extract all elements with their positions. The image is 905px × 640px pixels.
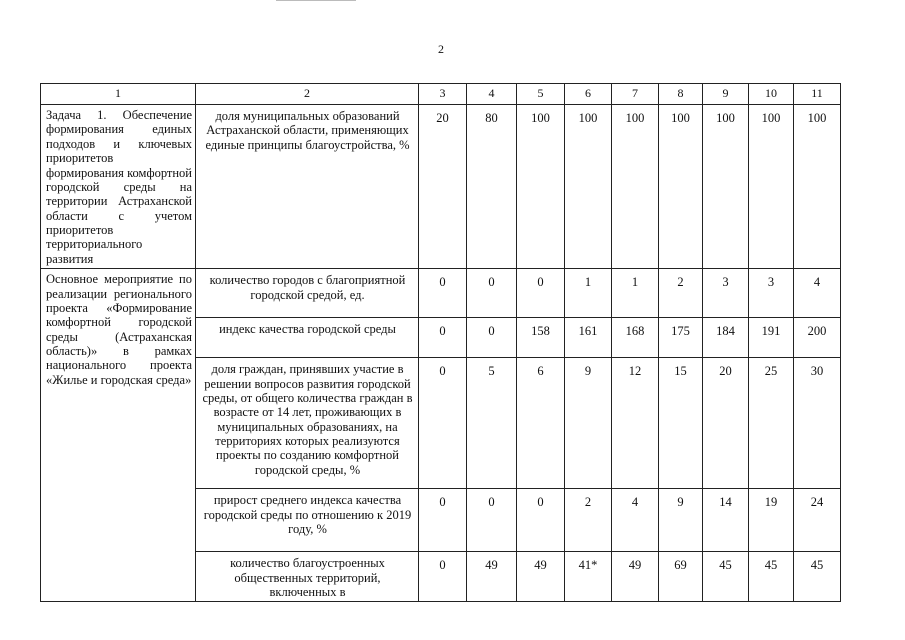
value-cell: 80 (467, 105, 517, 269)
value-cell: 49 (467, 552, 517, 602)
value-cell: 12 (612, 358, 659, 489)
value-cell: 184 (703, 318, 749, 358)
value-cell: 100 (749, 105, 794, 269)
header-row (41, 84, 841, 105)
indicator-cell: доля граждан, принявших участие в решении вопросов развития городской среды, от общего количества граждан в возрасте от 14 лет, проживающих в муниципальных образованиях, на территориях которых реализуются проекты по созданию комфортной городской среды, % (196, 358, 419, 489)
value-cell: 0 (517, 269, 565, 318)
header-cell: 2 (196, 84, 419, 105)
indicator-cell: доля муниципальных образований Астраханской области, применяющих единые принципы благоустройства, % (196, 105, 419, 269)
value-cell: 41* (565, 552, 612, 602)
table-row (41, 269, 841, 318)
value-cell: 4 (794, 269, 841, 318)
value-cell: 0 (467, 489, 517, 552)
value-cell: 3 (703, 269, 749, 318)
event-description: Основное мероприятие по реализации регионального проекта «Формирование комфортной городской среды (Астраханская область)» в рамках национального проекта «Жилье и городская среда» (41, 269, 196, 602)
value-cell: 100 (517, 105, 565, 269)
value-cell: 49 (517, 552, 565, 602)
value-cell: 0 (419, 489, 467, 552)
value-cell: 175 (659, 318, 703, 358)
indicator-cell: количество благоустроенных общественных территорий, включенных в (196, 552, 419, 602)
table-row (41, 105, 841, 269)
value-cell: 0 (517, 489, 565, 552)
value-cell: 0 (467, 269, 517, 318)
indicator-cell: индекс качества городской среды (196, 318, 419, 358)
page-number: 2 (438, 42, 444, 56)
header-cell: 10 (749, 84, 794, 105)
value-cell: 9 (659, 489, 703, 552)
value-cell: 168 (612, 318, 659, 358)
header-cell: 4 (467, 84, 517, 105)
value-cell: 100 (703, 105, 749, 269)
value-cell: 0 (419, 358, 467, 489)
header-cell: 6 (565, 84, 612, 105)
value-cell: 69 (659, 552, 703, 602)
header-cell: 8 (659, 84, 703, 105)
header-cell: 3 (419, 84, 467, 105)
indicator-cell: прирост среднего индекса качества городской среды по отношению к 2019 году, % (196, 489, 419, 552)
value-cell: 5 (467, 358, 517, 489)
value-cell: 1 (565, 269, 612, 318)
value-cell: 24 (794, 489, 841, 552)
value-cell: 161 (565, 318, 612, 358)
value-cell: 19 (749, 489, 794, 552)
value-cell: 20 (419, 105, 467, 269)
scan-artifact-line (276, 0, 356, 1)
indicator-cell: количество городов с благоприятной городской средой, ед. (196, 269, 419, 318)
header-cell: 5 (517, 84, 565, 105)
header-cell: 7 (612, 84, 659, 105)
value-cell: 0 (419, 318, 467, 358)
value-cell: 30 (794, 358, 841, 489)
indicators-table (40, 83, 841, 602)
header-cell: 1 (41, 84, 196, 105)
value-cell: 200 (794, 318, 841, 358)
task-description: Задача 1. Обеспечение формирования единых подходов и ключевых приоритетов формирования комфортной городской среды на территории Астраханской области с учетом приоритетов территориального развития (41, 105, 196, 269)
value-cell: 0 (419, 269, 467, 318)
value-cell: 45 (703, 552, 749, 602)
value-cell: 45 (794, 552, 841, 602)
value-cell: 49 (612, 552, 659, 602)
value-cell: 0 (419, 552, 467, 602)
value-cell: 3 (749, 269, 794, 318)
header-cell: 9 (703, 84, 749, 105)
value-cell: 158 (517, 318, 565, 358)
value-cell: 100 (612, 105, 659, 269)
value-cell: 14 (703, 489, 749, 552)
value-cell: 4 (612, 489, 659, 552)
value-cell: 100 (565, 105, 612, 269)
value-cell: 1 (612, 269, 659, 318)
value-cell: 15 (659, 358, 703, 489)
header-cell: 11 (794, 84, 841, 105)
value-cell: 2 (565, 489, 612, 552)
value-cell: 6 (517, 358, 565, 489)
value-cell: 0 (467, 318, 517, 358)
value-cell: 45 (749, 552, 794, 602)
value-cell: 100 (794, 105, 841, 269)
value-cell: 20 (703, 358, 749, 489)
value-cell: 25 (749, 358, 794, 489)
value-cell: 9 (565, 358, 612, 489)
value-cell: 2 (659, 269, 703, 318)
value-cell: 100 (659, 105, 703, 269)
value-cell: 191 (749, 318, 794, 358)
